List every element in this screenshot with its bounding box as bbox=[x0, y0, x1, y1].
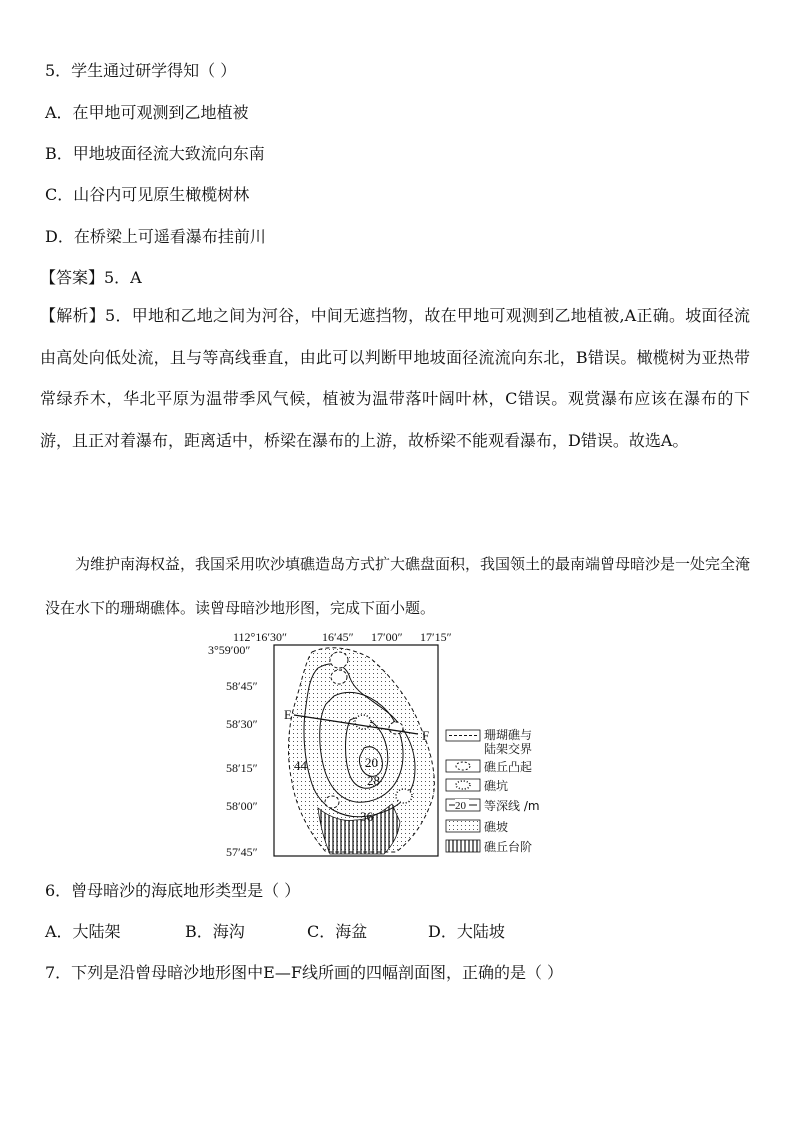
q5-stem: 5．学生通过研学得知（ ） bbox=[45, 61, 237, 80]
legend-label-7: 礁丘台阶 bbox=[484, 840, 533, 854]
lat-label-4: 58′15″ bbox=[226, 761, 258, 775]
lat-label-3: 58′30″ bbox=[226, 717, 258, 731]
q5-analysis: 【解析】5．甲地和乙地之间为河谷，中间无遮挡物，故在甲地可观测到乙地植被,A正确。坡面径流由高处向低处流，且与等高线垂直，由此可以判断甲地坡面径流流向东北，B错误。橄榄树为亚热带常绿乔木，华北平原为温带季风气候，植被为温带落叶阔叶林，C错误。观赏瀑布应该在瀑布的下游，且正对着瀑布，距离适中，桥梁在瀑布的上游，故桥梁不能观看瀑布，D错误。故选A。 bbox=[40, 306, 750, 450]
lon-label-1: 112°16′30″ bbox=[233, 630, 287, 644]
q6-option-b: B．海沟 bbox=[185, 922, 245, 941]
q5-option-a: A．在甲地可观测到乙地植被 bbox=[45, 103, 249, 122]
legend-label-6: 礁坡 bbox=[484, 820, 509, 834]
depth-label-20: 20 bbox=[365, 755, 378, 770]
depth-label-36: 36 bbox=[360, 809, 373, 824]
lon-label-2: 16′45″ bbox=[322, 630, 354, 644]
reef-pit-southeast bbox=[396, 789, 412, 803]
legend-label-2: 陆架交界 bbox=[484, 742, 533, 756]
point-f-label: F bbox=[422, 728, 430, 743]
lat-label-5: 58′00″ bbox=[226, 799, 258, 813]
point-e-label: E bbox=[284, 707, 292, 722]
q5-option-d: D．在桥梁上可遥看瀑布挂前川 bbox=[45, 227, 266, 246]
intro-paragraph: 为维护南海权益，我国采用吹沙填礁造岛方式扩大礁盘面积，我国领土的最南端曾母暗沙是一处完全淹没在水下的珊瑚礁体。读曾母暗沙地形图，完成下面小题。 bbox=[45, 555, 751, 617]
legend-reef-slope-icon bbox=[446, 820, 480, 832]
legend-reef-terrace-icon bbox=[446, 840, 480, 852]
q5-answer: 【答案】5．A bbox=[40, 268, 142, 287]
lat-label-6: 57′45″ bbox=[226, 845, 258, 859]
legend-reef-pit-icon bbox=[446, 779, 480, 791]
reef-mound-north bbox=[330, 652, 348, 668]
lat-label-2: 58′45″ bbox=[226, 679, 258, 693]
q5-option-b: B．甲地坡面径流大致流向东南 bbox=[45, 144, 265, 163]
q6-option-c: C．海盆 bbox=[307, 922, 368, 941]
reef-mound-east bbox=[389, 722, 403, 734]
legend-label-5: 等深线 /m bbox=[484, 799, 540, 813]
depth-label-44: 44 bbox=[294, 758, 307, 773]
reef-mound-north-2 bbox=[331, 670, 347, 684]
q5-option-c: C．山谷内可见原生橄榄树林 bbox=[45, 185, 250, 204]
depth-label-28: 28 bbox=[367, 773, 380, 788]
legend-contour-value: 20 bbox=[455, 800, 466, 812]
lon-label-4: 17′15″ bbox=[420, 630, 452, 644]
q6-option-d: D．大陆坡 bbox=[428, 922, 505, 941]
q6-option-a: A．大陆架 bbox=[45, 922, 121, 941]
reef-mound-south bbox=[325, 796, 339, 808]
q7-stem: 7．下列是沿曾母暗沙地形图中E—F线所画的四幅剖面图，正确的是（ ） bbox=[45, 963, 564, 982]
legend-label-4: 礁坑 bbox=[484, 779, 509, 793]
legend-label-1: 珊瑚礁与 bbox=[484, 728, 533, 742]
legend-label-3: 礁丘凸起 bbox=[484, 760, 533, 774]
map-legend bbox=[446, 727, 540, 854]
q6-stem: 6．曾母暗沙的海底地形类型是（ ） bbox=[45, 881, 301, 900]
lat-label-1: 3°59′00″ bbox=[208, 643, 251, 657]
lon-label-3: 17′00″ bbox=[371, 630, 403, 644]
